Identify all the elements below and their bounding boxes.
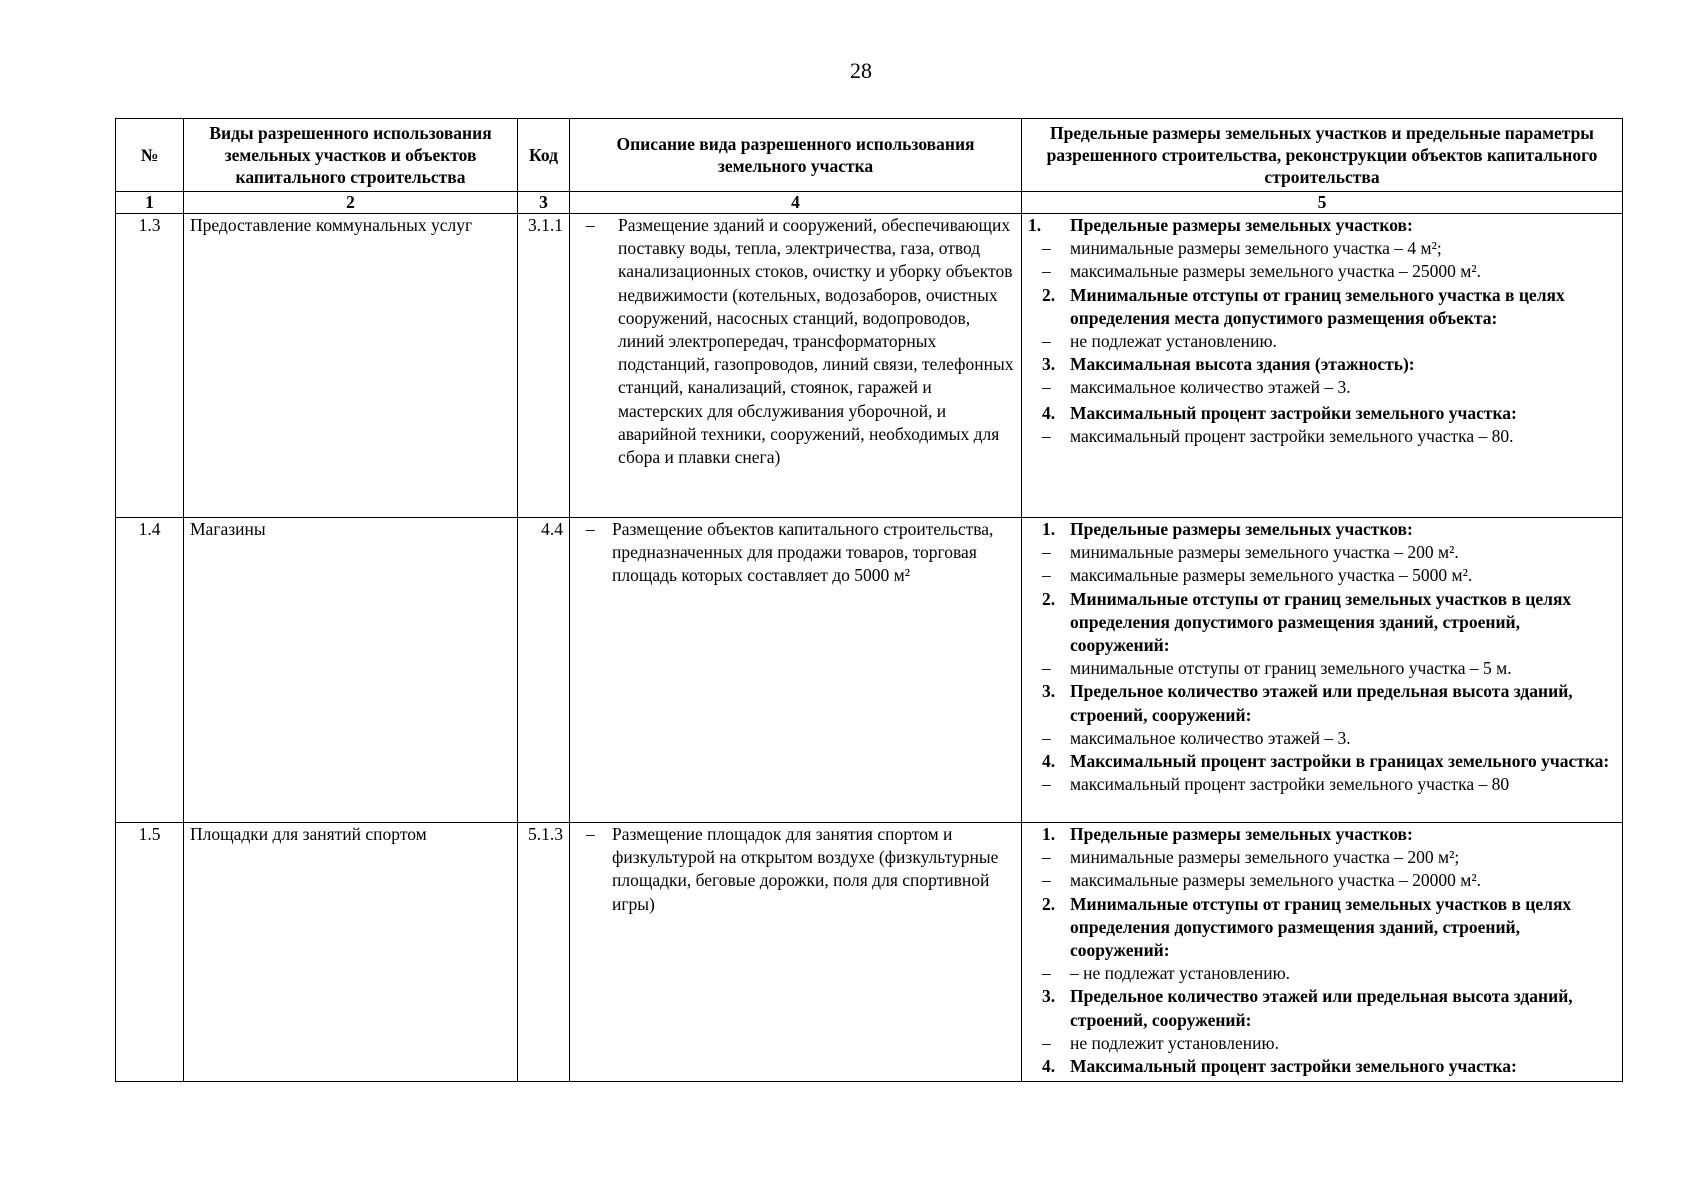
use-description [570,518,1022,823]
parameters-cell [1022,518,1623,823]
param-item: – максимальный процент застройки земельного участка – 80 [1028,773,1616,796]
description-item: – Размещение объектов капитального строительства, предназначенных для продажи товаров, торговая площадь которых составляет до 5000 м² [576,518,1015,588]
land-use-table [115,118,1623,1082]
use-code: 5.1.3 [518,823,570,1082]
description-item: – Размещение зданий и сооружений, обеспечивающих поставку воды, тепла, электричества, газа, отвод канализационных стоков, очистку и уборку объектов недвижимости (котельных, водозаборов, очистных сооружений, насосных станций, водопроводов, линий электропередач, трансформаторных подстанций, газопроводов, линий связи, телефонных станций, канализаций, стоянок, гаражей и мастерских для обслуживания уборочной, и аварийной техники, сооружений, необходимых для сбора и плавки снега) [576,214,1015,469]
parameters-cell [1022,214,1623,518]
row-number: 1.5 [116,823,184,1082]
header-number: № [116,119,184,192]
row-number: 1.3 [116,214,184,518]
param-heading: 4. Максимальный процент застройки земельного участка: [1042,402,1517,423]
use-type-name: Магазины [184,518,518,823]
param-item: – максимальное количество этажей – 3. [1028,376,1616,399]
use-code: 3.1.1 [518,214,570,518]
use-type-name: Площадки для занятий спортом [184,823,518,1082]
column-number: 3 [518,192,570,214]
column-number: 5 [1022,192,1623,214]
param-item: – минимальные отступы от границ земельного участка – 5 м. [1028,657,1616,680]
header-description: Описание вида разрешенного использования земельного участка [570,119,1022,192]
param-heading: 3. Предельное количество этажей или предельная высота зданий, строений, сооружений: [1042,986,1573,1030]
param-heading: 1. Предельные размеры земельных участков: [1042,824,1413,844]
header-parameters: Предельные размеры земельных участков и предельные параметры разрешенного строительства, реконструкции объектов капитального строительства [1022,119,1623,192]
description-item: – Размещение площадок для занятия спортом и физкультурой на открытом воздухе (физкультурные площадки, беговые дорожки, поля для спортивной игры) [576,823,1015,916]
param-item: – минимальные размеры земельного участка – 4 м²; [1028,237,1616,260]
param-item: – минимальные размеры земельного участка – 200 м²; [1028,846,1616,869]
param-heading: 2. Минимальные отступы от границ земельных участков в целях определения допустимого размещения зданий, строений, сооружений: [1042,893,1572,961]
param-item: – не подлежат установлению. [1028,330,1616,353]
param-item: – максимальные размеры земельного участка – 25000 м². [1028,260,1616,283]
column-number-row [116,192,1623,214]
column-number: 4 [570,192,1022,214]
page-number: 28 [850,58,872,83]
table-row [116,518,1623,823]
column-number: 1 [116,192,184,214]
param-heading: 3. Максимальная высота здания (этажность): [1042,354,1415,375]
param-item: – – не подлежат установлению. [1028,962,1616,985]
param-item: – не подлежит установлению. [1028,1032,1616,1055]
param-heading: 4. Максимальный процент застройки земельного участка: [1042,1056,1517,1077]
row-number: 1.4 [116,518,184,823]
use-code: 4.4 [518,518,570,823]
param-item: – максимальные размеры земельного участка – 5000 м². [1028,564,1616,587]
use-description [570,214,1022,518]
param-item: – минимальные размеры земельного участка – 200 м². [1028,541,1616,564]
param-heading: 4. Максимальный процент застройки в границах земельного участка: [1042,751,1610,772]
param-heading: 1. Предельные размеры земельных участков: [1042,519,1413,539]
param-heading: 2. Минимальные отступы от границ земельного участка в целях определения места допустимого размещения объекта: [1042,284,1565,328]
header-code: Код [518,119,570,192]
use-type-name: Предоставление коммунальных услуг [184,214,518,518]
column-number: 2 [184,192,518,214]
param-heading: 1. Предельные размеры земельных участков: [1028,215,1413,235]
param-item: – максимальное количество этажей – 3. [1028,727,1616,750]
header-use-type: Виды разрешенного использования земельных участков и объектов капитального строительства [184,119,518,192]
parameters-cell [1022,823,1623,1082]
param-item: – максимальный процент застройки земельного участка – 80. [1028,425,1616,448]
use-description [570,823,1022,1082]
table-row [116,214,1623,518]
param-heading: 3. Предельное количество этажей или предельная высота зданий, строений, сооружений: [1042,681,1573,725]
table-header-row [116,119,1623,192]
param-item: – максимальные размеры земельного участка – 20000 м². [1028,869,1616,892]
param-heading: 2. Минимальные отступы от границ земельных участков в целях определения допустимого размещения зданий, строений, сооружений: [1042,588,1572,656]
table-row [116,823,1623,1082]
